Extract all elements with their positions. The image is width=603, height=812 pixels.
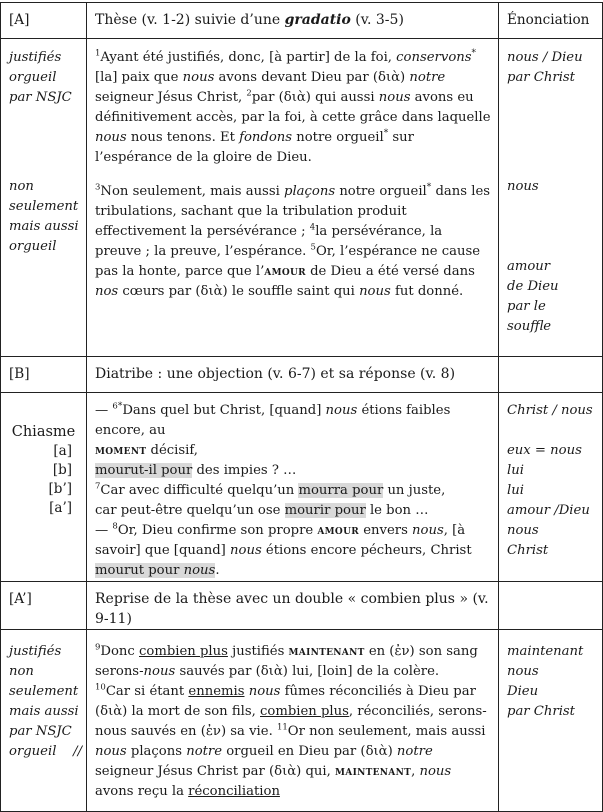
paragraph-v3-5: $^3$Non seulement, mais aussi plaçons notre orgueil* dans les tribulations, sachant que la tribulation produit effectivement la persévérance ; $^4$la persévérance, la preuve ; la preuve, l’espérance. $^5$Or, l’espérance ne cause pas la honte, parce que l’amour de Dieu a été versé dans nos cœurs par (διὰ) le souffle saint qui nous fut donné.: [95, 182, 491, 299]
left-label: par NSJC: [9, 724, 72, 739]
enonciation-item: lui: [507, 463, 524, 478]
enonciation-item: nous: [507, 664, 539, 679]
enonciation-b: [499, 393, 602, 561]
left-label: orgueil: [9, 239, 57, 254]
enonciation-a: [499, 39, 602, 337]
enonciation-item: Christ: [507, 543, 549, 558]
chiasme-marker: [a]: [53, 443, 72, 459]
left-label: mais aussi: [9, 704, 79, 719]
enonciation-item: par Christ: [507, 70, 575, 85]
section-b-row: [1, 393, 603, 582]
section-a-row: [1, 39, 603, 357]
chiasme-marker: [b’]: [48, 481, 72, 497]
left-label: mais aussi: [9, 219, 79, 234]
label-b: [B]: [9, 366, 30, 382]
left-labels-a-prime: [1, 630, 86, 762]
title-a: Thèse (v. 1-2) suivie d’une gradatio (v. 3-5): [95, 12, 404, 28]
left-label: non: [9, 664, 34, 679]
enonciation-item: maintenant: [507, 644, 584, 659]
chiasme-title: Chiasme: [11, 424, 76, 440]
paragraph-v9-11: $^9$Donc combien plus justifiés maintenant en (ἐν) son sang serons-nous sauvés par (διὰ) lui, [loin] de la colère. $^{10}$Car si étant ennemis nous fûmes réconciliés à Dieu par (διὰ) la mort de son fils, combien plus, réconciliés, serons-nous sauvés en (ἐν) sa vie. $^{11}$Or non seulement, mais aussi nous plaçons notre orgueil en Dieu par (διὰ) notre seigneur Jésus Christ par (διὰ) qui, maintenant, nous avons reçu la réconciliation: [95, 642, 487, 799]
enonciation-a-prime: [499, 630, 602, 722]
left-label: justifiés: [9, 50, 62, 65]
enonciation-item: amour: [507, 259, 551, 274]
enonciation-item: Christ / nous: [507, 403, 593, 418]
left-labels-a: [1, 39, 86, 257]
chiasme-labels: [1, 393, 86, 518]
enonciation-item: amour /Dieu: [507, 503, 590, 518]
section-a-prime-row: [1, 630, 603, 812]
header-row-a-prime: [1, 582, 603, 630]
title-a-prime: Reprise de la thèse avec un double « combien plus » (v. 9-11): [95, 591, 489, 627]
enonciation-item: eux = nous: [507, 443, 582, 458]
enonciation-item: lui: [507, 483, 524, 498]
enonciation-item: nous / Dieu: [507, 50, 583, 65]
title-b: Diatribe : une objection (v. 6-7) et sa réponse (v. 8): [95, 366, 456, 382]
enonciation-item: de Dieu: [507, 279, 559, 294]
col-enonciation: Énonciation: [507, 12, 590, 28]
header-row-b: [1, 357, 603, 393]
left-label: non: [9, 179, 34, 194]
enonciation-item: nous: [507, 523, 539, 538]
left-label: seulement: [9, 199, 79, 214]
left-label: par NSJC: [9, 90, 72, 105]
label-a: [A]: [9, 12, 30, 28]
enonciation-item: par le: [507, 299, 546, 314]
left-label: seulement: [9, 684, 79, 699]
header-row-a: [1, 3, 603, 39]
enonciation-item: nous: [507, 179, 539, 194]
enonciation-item: Dieu: [507, 684, 539, 699]
left-label: justifiés: [9, 644, 62, 659]
enonciation-item: par Christ: [507, 704, 575, 719]
paragraph-v6-8: — $^{6*}$Dans quel but Christ, [quand] nous étions faibles encore, au moment décisif, mourut-il pour des impies ? … $^7$Car avec difficulté quelqu’un mourra pour un juste, car peut-être quelqu’un ose mourir pour le bon … — $^8$Or, Dieu confirme son propre amour envers nous, [à savoir] que [quand] nous étions encore pécheurs, Christ mourut pour nous.: [95, 401, 472, 578]
left-label: orgueil: [9, 70, 57, 85]
enonciation-item: souffle: [507, 319, 552, 334]
analysis-table: [0, 2, 603, 812]
chiasme-marker: [a’]: [49, 500, 72, 516]
chiasme-marker: [b]: [52, 462, 72, 478]
paragraph-v1-2: $^1$Ayant été justifiés, donc, [à partir] de la foi, conservons* [la] paix que nous avons devant Dieu par (διὰ) notre seigneur Jésus Christ, $^2$par (διὰ) qui aussi nous avons eu définitivement accès, par la foi, à cette grâce dans laquelle nous nous tenons. Et fondons notre orgueil* sur l’espérance de la gloire de Dieu.: [95, 48, 491, 165]
left-label: orgueil //: [9, 744, 83, 759]
label-a-prime: [A’]: [9, 591, 32, 607]
